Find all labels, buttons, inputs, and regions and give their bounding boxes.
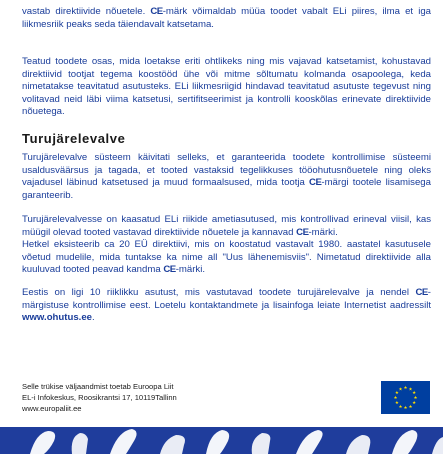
flag-star-icon: ★ <box>413 396 418 402</box>
text-span: Turujärelevalvesse on kaasatud ELi riikide ametiasutused, mis kontrollivad erineval viisil, kas müügil olevad tooted vastavad direktiivide nõuetele ja kannavad <box>22 214 431 238</box>
flag-star-icon: ★ <box>398 404 403 410</box>
text-span: Teatud toodete osas, mida loetakse eriti ohtlikeks ning mis vajavad katsetamist, kohustavad direktiivid tootjat tegema koostööd ühe või mitme sõltumatu kolmanda osapoolega, keda nimetatakse teavitatud asutusteks. ELi liikmesriigid hindavad teavitatud asutuste tegevust ning volitavad neid läbi viima katsetusi, sertifitseerimist ja kontrolli kooskõlas erinevate direktiivide nõuetega. <box>22 56 431 117</box>
ce-mark: CE <box>415 287 428 298</box>
flag-star-icon: ★ <box>408 387 413 393</box>
paragraph-ce-marking <box>22 6 431 31</box>
text-span: . <box>92 312 95 323</box>
flag-star-icon: ★ <box>412 391 417 397</box>
flag-star-icon: ★ <box>412 401 417 407</box>
paragraph-market-surveillance <box>22 152 431 202</box>
ce-mark: CE <box>163 264 176 275</box>
text-span: -märgi tootele lisamisega garanteerib. <box>22 177 431 201</box>
eu-flag-icon <box>381 381 430 414</box>
paragraph-notified-bodies <box>22 56 431 119</box>
paragraph-estonia-agencies <box>22 287 431 325</box>
flag-star-icon: ★ <box>394 401 399 407</box>
ce-mark: CE <box>150 6 163 17</box>
flag-star-icon: ★ <box>394 391 399 397</box>
flag-star-icon: ★ <box>403 386 408 392</box>
flag-star-icon: ★ <box>398 387 403 393</box>
text-span: Eestis on ligi 10 riiklikku asutust, mis vastutavad toodete turujärelevalve ja nendel <box>22 287 416 298</box>
ohutus-link[interactable]: www.ohutus.ee <box>22 312 93 323</box>
decorative-band <box>0 427 443 454</box>
text-span: -märki. <box>308 226 338 238</box>
text-span: -märgistuse kontrollimise eest. Loetelu kontaktandmete ja lisainfoga leiate Internetist aadressilt <box>22 287 431 311</box>
text-span: -märk võimaldab müüa toodet vabalt ELi piires, ilma et iga liikmesriik peaks seda täiendavalt katsetama. <box>22 6 431 30</box>
flag-star-icon: ★ <box>403 406 408 412</box>
text-span: Hetkel eksisteerib ca 20 EÜ direktiivi, mis on koostatud vastavalt 1980. aastatel kasutusele võetud mudelile, mida tuntakse ka nime all "Uus lähenemisviis". Nimetatud direktiivide alla kuuluvad tooted peavad kandma <box>22 239 431 275</box>
footer-line: Selle trükise väljaandmist toetab Euroopa Liit <box>22 382 174 391</box>
text-span: vastab direktiivide nõuetele. <box>22 6 151 17</box>
ce-mark: CE <box>296 226 309 238</box>
flag-star-icon: ★ <box>393 396 398 402</box>
text-span: Turujärelevalve süsteem käivitati selleks, et garanteerida toodete kontrollimise süsteemi usaldusväärsus ja tagada, et tooted vastaksid tegelikkuses tööohutusnõuetele ning oleks vajadusel läbinud katsetused ja muud formaalsused, mida tootja <box>22 152 431 188</box>
section-heading: Turujärelevalve <box>22 131 126 146</box>
footer-line: EL-i Infokeskus, Roosikrantsi 17, 10119Tallinn <box>22 393 177 402</box>
text-span: -märki. <box>175 264 205 275</box>
ce-mark: CE <box>309 177 322 188</box>
footer-url[interactable]: www.europaliit.ee <box>22 404 82 413</box>
flag-star-icon: ★ <box>408 404 413 410</box>
paragraph-authorities-directives <box>22 214 431 277</box>
footer-credits <box>22 381 177 414</box>
